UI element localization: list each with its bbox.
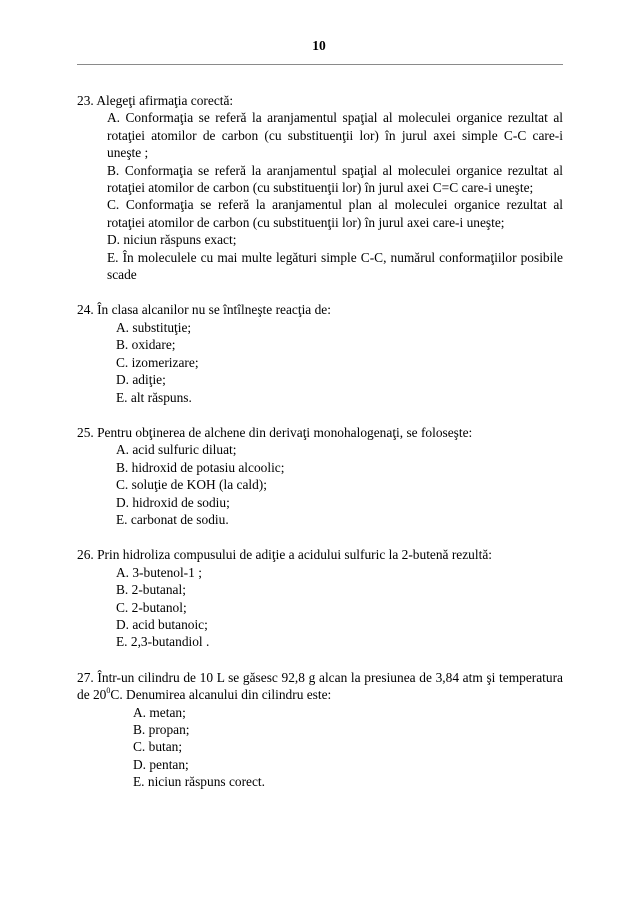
question-27: [77, 669, 563, 791]
question-stem: 24. În clasa alcanilor nu se întîlneşte reacţia de:: [77, 302, 331, 318]
option-d: D. acid butanoic;: [116, 616, 208, 632]
option-a: A. substituţie;: [116, 319, 192, 335]
option-b: B. 2-butanal;: [116, 582, 186, 598]
option-d: D. niciun răspuns exact;: [107, 232, 237, 248]
option-d: D. hidroxid de sodiu;: [116, 494, 230, 510]
question-25: [77, 424, 563, 528]
stem-text: C. Denumirea alcanului din cilindru este:: [110, 687, 332, 703]
question-24: [77, 301, 563, 405]
option-c: C. soluţie de KOH (la cald);: [116, 477, 267, 493]
option-e: E. niciun răspuns corect.: [133, 774, 266, 790]
question-26: [77, 546, 563, 650]
question-23: [77, 92, 563, 283]
option-b: B. Conformaţia se referă la aranjamentul spaţial al moleculei organice rezultat al rotaţiei atomilor de carbon (cu substituenţii lor) în jurul axei C=C care-i uneşte;: [107, 162, 563, 196]
option-a: A. Conformaţia se referă la aranjamentul spaţial al moleculei organice rezultat al rotaţiei atomilor de carbon (cu substituenţii lor) în jurul axei simple C-C care-i uneşte ;: [107, 110, 563, 161]
option-e: E. alt răspuns.: [116, 389, 192, 405]
option-e: E. În moleculele cu mai multe legături simple C-C, numărul conformaţiilor posibile scade: [107, 249, 563, 283]
option-c: C. izomerizare;: [116, 354, 199, 370]
question-stem: 26. Prin hidroliza compusului de adiţie a acidului sulfuric la 2-butenă rezultă:: [77, 547, 492, 563]
question-stem: 25. Pentru obţinerea de alchene din derivaţi monohalogenaţi, se foloseşte:: [77, 424, 473, 440]
degree-superscript: 0: [106, 685, 111, 695]
option-e: E. 2,3-butandiol .: [116, 634, 210, 650]
option-b: B. oxidare;: [116, 337, 176, 353]
option-c: C. Conformaţia se referă la aranjamentul plan al moleculei organice rezultat al rotaţiei atomilor de carbon (cu substituenţii lor) în jurul axei care-i uneşte;: [107, 197, 563, 230]
option-d: D. adiţie;: [116, 372, 166, 388]
option-e: E. carbonat de sodiu.: [116, 511, 229, 527]
option-a: A. metan;: [133, 704, 186, 720]
option-a: A. acid sulfuric diluat;: [116, 442, 237, 458]
option-c: C. butan;: [133, 739, 183, 755]
question-stem: [77, 669, 563, 704]
stem-text: 27. Într-un cilindru de 10 L se găsesc 92,8 g alcan la presiunea de 3,84 atm şi temperatura de 20: [77, 669, 563, 703]
option-a: A. 3-butenol-1 ;: [116, 564, 202, 580]
page-number: 10: [312, 38, 326, 53]
option-b: B. hidroxid de potasiu alcoolic;: [116, 459, 285, 475]
option-b: B. propan;: [133, 722, 190, 737]
option-d: D. pentan;: [133, 756, 189, 772]
header-rule: [77, 64, 563, 65]
page-content: [77, 92, 563, 809]
option-c: C. 2-butanol;: [116, 599, 187, 615]
question-stem: 23. Alegeţi afirmaţia corectă:: [77, 93, 234, 108]
